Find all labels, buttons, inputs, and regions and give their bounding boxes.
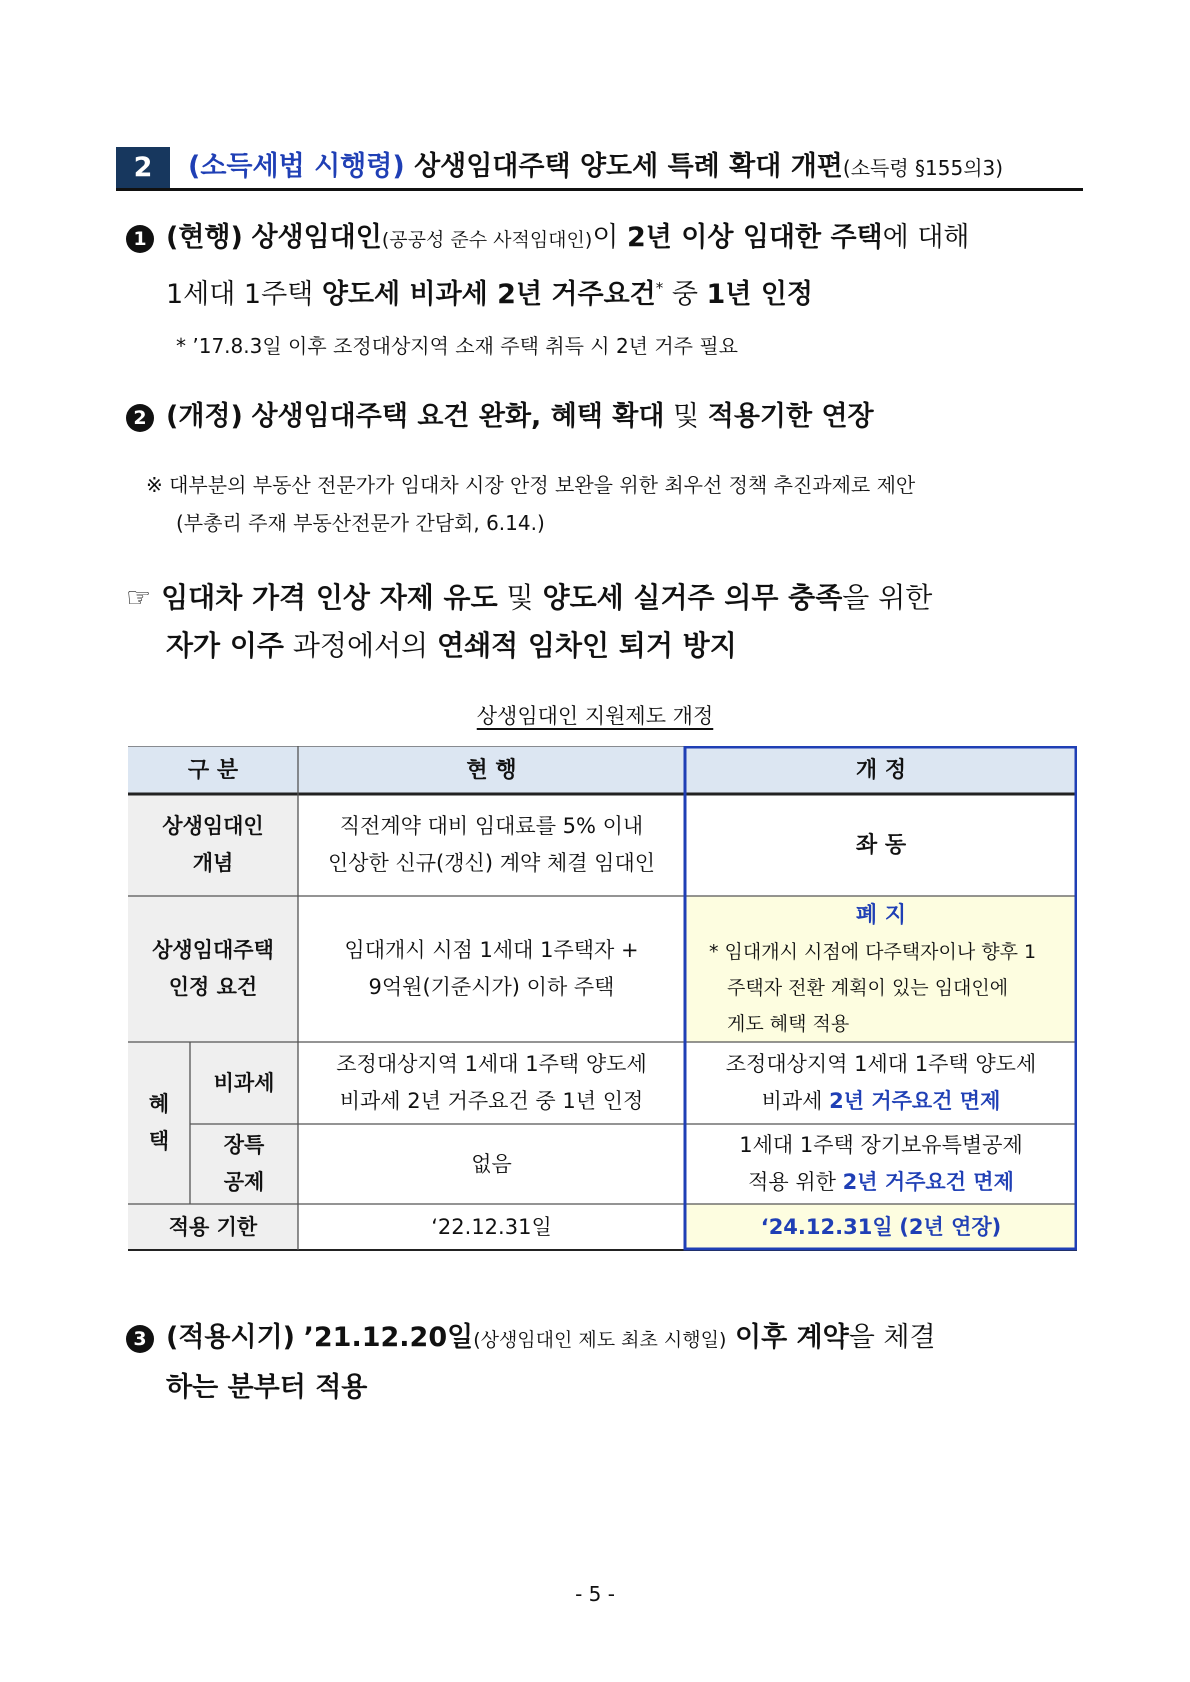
revised-column-highlight (685, 747, 1076, 1249)
item-1-line-1 (126, 214, 1081, 264)
table-caption-text: 상생임대인 지원제도 개정 (476, 704, 714, 728)
row-concept-label-1: 상생임대인 (162, 814, 264, 838)
benefit-label-2: 택 (148, 1129, 170, 1153)
item-3 (126, 1314, 1081, 1412)
row-concept-current-2: 인상한 신규(갱신) 계약 체결 임대인 (327, 851, 656, 875)
section-title-main: 상생임대주택 양도세 특례 확대 개편 (414, 151, 843, 182)
goal-line-2-b: 과정에서의 (292, 629, 429, 662)
goal-line-1-a: 임대차 가격 인상 자제 유도 (161, 581, 498, 614)
row-nontax-revised-2b: 2년 거주요건 면제 (829, 1089, 1001, 1113)
item-2-remark-2: (부총리 주재 부동산전문가 간담회, 6.14.) (176, 511, 545, 535)
header-revised: 개 정 (685, 746, 1077, 794)
row-ltd-revised-2a: 적용 위한 (748, 1170, 836, 1194)
item-3-label: (적용시기) (166, 1322, 296, 1353)
goal-line-1-c: 양도세 실거주 의무 충족 (542, 581, 843, 614)
bullet-2-icon: 2 (126, 404, 154, 432)
row-period-current: ‘22.12.31일 (431, 1214, 552, 1239)
row-nontax-label: 비과세 (190, 1042, 298, 1124)
table-caption (0, 700, 1190, 730)
pointing-hand-icon: ☞ (126, 581, 152, 614)
row-requirement-label-2: 인정 요건 (168, 975, 258, 999)
row-requirement-note-3: 게도 혜택 적용 (727, 1012, 850, 1035)
row-period-revised-date: ‘24.12.31일 (760, 1214, 893, 1239)
section-number: 2 (116, 147, 174, 188)
item-1-subject: 상생임대인 (251, 222, 382, 253)
item-2-line (126, 393, 1081, 441)
row-nontax-revised-1: 조정대상지역 1세대 1주택 양도세 (725, 1052, 1037, 1076)
row-ltd-label-2: 공제 (223, 1170, 265, 1194)
item-3-date: ’21.12.20일 (303, 1322, 474, 1353)
item-3-line-2: 하는 분부터 적용 (166, 1372, 368, 1403)
goal-line-2-c: 연쇄적 임차인 퇴거 방지 (437, 629, 737, 662)
item-3-b: 을 체결 (848, 1322, 936, 1353)
section-title-law: (소득세법 시행령) (188, 151, 405, 182)
item-1-line-2-b: 양도세 비과세 2년 거주요건 (321, 279, 656, 310)
row-ltd-revised-2b: 2년 거주요건 면제 (842, 1170, 1014, 1194)
item-2-b: 및 (673, 401, 700, 432)
item-1-label: (현행) (166, 222, 243, 253)
item-2 (126, 393, 1081, 441)
row-period-revised-extension: (2년 연장) (899, 1214, 1002, 1239)
benefit-label-1: 혜 (148, 1092, 170, 1116)
goal-line-1 (126, 574, 1081, 622)
item-2-c: 적용기한 연장 (707, 401, 874, 432)
row-nontax-current-1: 조정대상지역 1세대 1주택 양도세 (336, 1052, 647, 1076)
section-header (116, 147, 1083, 191)
item-1-particle: 이 (592, 222, 619, 253)
row-requirement-current-1: 임대개시 시점 1세대 1주택자 + (344, 938, 639, 962)
goal-line-1-d: 을 위한 (842, 581, 933, 614)
bullet-3-icon: 3 (126, 1325, 154, 1353)
item-1-line-2 (126, 264, 1081, 319)
item-1-footnote: * ’17.8.3일 이후 조정대상지역 소재 주택 취득 시 2년 거주 필요 (176, 334, 738, 358)
item-3-line-1 (126, 1314, 1081, 1364)
row-requirement-current-2: 9억원(기준시가) 이하 주택 (368, 975, 615, 999)
table-grid (128, 746, 1077, 1252)
row-ltd-current: 없음 (471, 1151, 512, 1176)
section-title-ref: (소득령 §155의3) (842, 156, 1004, 180)
item-3-note: (상생임대인 제도 최초 시행일) (473, 1329, 727, 1351)
item-3-a: 이후 계약 (734, 1322, 849, 1353)
item-1 (126, 214, 1081, 319)
goal-paragraph (126, 574, 1081, 670)
row-ltd-label-1: 장특 (223, 1133, 265, 1157)
row-concept-current-1: 직전계약 대비 임대료를 5% 이내 (339, 814, 644, 838)
item-2-remark-1: ※ 대부분의 부동산 전문가가 임대차 시장 안정 보완을 위한 최우선 정책 추진과제로 제안 (146, 473, 916, 497)
row-concept-revised: 좌 동 (855, 832, 907, 858)
row-period-label: 적용 기한 (128, 1204, 298, 1250)
goal-line-1-b: 및 (506, 581, 534, 614)
goal-line-2 (126, 622, 1081, 670)
row-nontax-revised-2a: 비과세 (761, 1089, 823, 1113)
row-requirement-revised-title: 폐 지 (855, 902, 907, 928)
item-1-line-2-a: 1세대 1주택 (166, 279, 314, 310)
section-title (188, 149, 1003, 186)
item-1-tail: 에 대해 (882, 222, 970, 253)
item-1-footnote-mark: * (655, 279, 664, 297)
comparison-table (128, 746, 1077, 1276)
header-current: 현 행 (298, 746, 685, 794)
item-1-line-2-d: 1년 인정 (706, 279, 813, 310)
row-concept-label-2: 개념 (192, 851, 234, 875)
goal-line-2-a: 자가 이주 (166, 629, 284, 662)
row-requirement-label-1: 상생임대주택 (152, 938, 274, 962)
item-1-condition: 2년 이상 임대한 주택 (627, 222, 883, 253)
item-2-a: 상생임대주택 요건 완화, 혜택 확대 (251, 401, 665, 432)
item-2-label: (개정) (166, 401, 243, 432)
row-ltd-revised-1: 1세대 1주택 장기보유특별공제 (739, 1133, 1023, 1157)
header-category: 구 분 (128, 746, 298, 794)
page-number: - 5 - (575, 1582, 615, 1606)
row-nontax-current-2: 비과세 2년 거주요건 중 1년 인정 (339, 1089, 644, 1113)
item-1-subject-note: (공공성 준수 사적임대인) (381, 229, 593, 251)
row-requirement-note-2: 주택자 전환 계획이 있는 임대인에 (727, 976, 1009, 999)
item-1-line-2-c: 중 (671, 279, 698, 310)
row-requirement-note-1: * 임대개시 시점에 다주택자이나 향후 1 (709, 940, 1037, 963)
bullet-1-icon: 1 (126, 225, 154, 253)
